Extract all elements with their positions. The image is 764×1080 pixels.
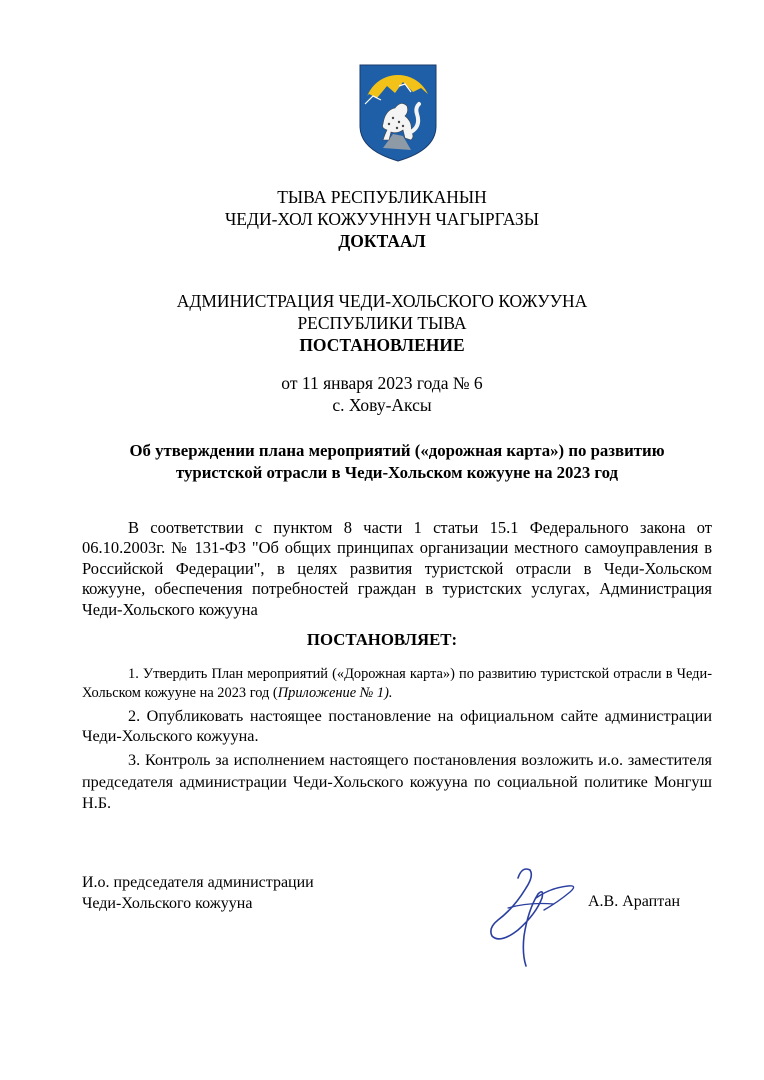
signatory-name: А.В. Араптан xyxy=(588,893,681,910)
header-russian-line1: АДМИНИСТРАЦИЯ ЧЕДИ-ХОЛЬСКОГО КОЖУУНА xyxy=(176,291,588,311)
decree-item-2: 2. Опубликовать настоящее постановление на официальном сайте администрации Чеди-Хольского кожууна. xyxy=(82,707,712,745)
signatory-position-line1: И.о. председателя администрации xyxy=(82,874,314,891)
date-number: от 11 января 2023 года № 6 xyxy=(281,373,483,393)
decree-items xyxy=(82,665,712,819)
header-tuvan-doc-type: ДОКТААЛ xyxy=(338,231,426,251)
header-tuvan-line2: ЧЕДИ-ХОЛ КОЖУУННУН ЧАГЫРГАЗЫ xyxy=(224,209,540,229)
coat-of-arms-emblem xyxy=(359,64,437,162)
header-tuvan-line1: ТЫВА РЕСПУБЛИКАНЫН xyxy=(277,187,487,207)
place: с. Хову-Аксы xyxy=(332,395,432,415)
decree-item-3: 3. Контроль за исполнением настоящего постановления возложить и.о. заместителя председателя администрации Чеди-Хольского кожууна по социальной политике Монгуш Н.Б. xyxy=(82,751,712,812)
document-meta xyxy=(0,372,764,416)
decree-item-1-text: 1. Утвердить План мероприятий («Дорожная карта») по развитию туристской отрасли в Чеди-Хольском кожууне на 2023 год ( xyxy=(82,666,712,701)
header-russian xyxy=(0,290,764,356)
title-line2: туристской отрасли в Чеди-Хольском кожууне на 2023 год xyxy=(175,463,619,482)
preamble-paragraph: В соответствии с пунктом 8 части 1 статьи 15.1 Федерального закона от 06.10.2003г. № 131-ФЗ "Об общих принципах организации местного самоуправления в Российской Федерации", в целях развития туристской отрасли в Чеди-Хольском кожууне, обеспечения потребностей граждан в туристских услугах, Администрация Чеди-Хольского кожууна xyxy=(82,518,712,619)
signatory-position-line2: Чеди-Хольского кожууна xyxy=(82,895,253,912)
decree-item-1 xyxy=(82,665,712,703)
document-title xyxy=(82,440,712,484)
appendix-reference: Приложение № 1). xyxy=(277,685,393,701)
header-russian-doc-type: ПОСТАНОВЛЕНИЕ xyxy=(299,335,465,355)
signatory-position xyxy=(82,872,314,914)
header-tuvan xyxy=(0,186,764,252)
title-line1: Об утверждении плана мероприятий («дорожная карта») по развитию xyxy=(129,441,665,460)
decree-heading: ПОСТАНОВЛЯЕТ: xyxy=(306,630,458,649)
header-russian-line2: РЕСПУБЛИКИ ТЫВА xyxy=(297,313,467,333)
handwritten-signature xyxy=(478,858,588,968)
